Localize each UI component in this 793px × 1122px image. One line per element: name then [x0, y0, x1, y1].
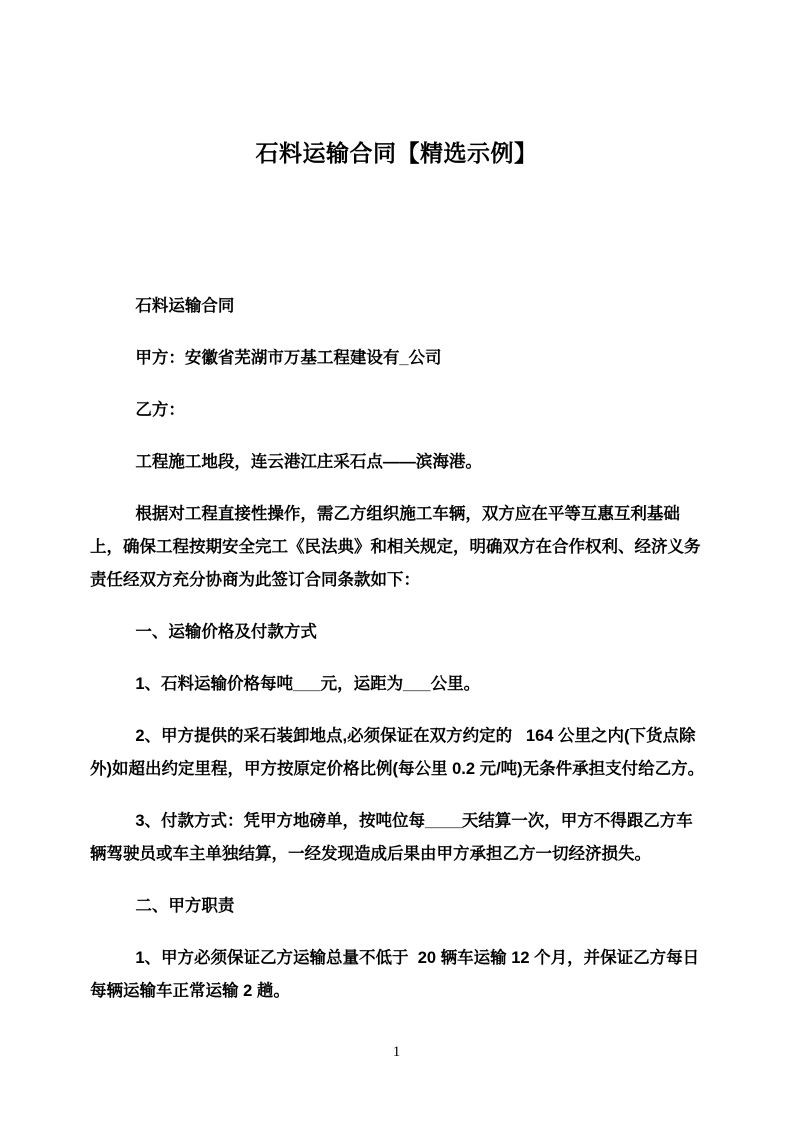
clause-1-1: 1、石料运输价格每吨___元，运距为___公里。: [135, 675, 481, 693]
clause-2-1: 1、甲方必须保证乙方运输总量不低于 20 辆车运输 12 个月，并保证乙方每日每辆运输车正常运输 2 趟。: [90, 949, 700, 1000]
paragraph-party-b: 乙方：: [135, 401, 185, 419]
paragraph-subtitle: 石料运输合同: [135, 297, 235, 315]
document-title: 石料运输合同【精选示例】: [255, 140, 538, 166]
document-body: [0, 168, 793, 1008]
clause-1-3: 3、付款方式：凭甲方地磅单，按吨位每____天结算一次，甲方不得跟乙方车辆驾驶员或车主单独结算，一经发现造成后果由甲方承担乙方一切经济损失。: [90, 812, 693, 863]
paragraph-location: 工程施工地段，连云港江庄采石点——滨海港。: [135, 453, 482, 471]
paragraph-preamble: 根据对工程直接性操作，需乙方组织施工车辆，双方应在平等互惠互利基础上，确保工程按期安全完工《民法典》和相关规定，明确双方在合作权利、经济义务责任经双方充分协商为此签订合同条款如下：: [90, 505, 701, 589]
paragraph-party-a: 甲方：安徽省芜湖市万基工程建设有_公司: [135, 349, 442, 367]
clause-1-2: 2、甲方提供的采石装卸地点,必须保证在双方约定的 164 公里之内(下货点除外)如超出约定里程，甲方按原定价格比例(每公里 0.2 元/吨)无条件承担支付给乙方。: [90, 727, 705, 778]
heading-section-2: 二、甲方职责: [135, 897, 235, 915]
heading-section-1: 一、运输价格及付款方式: [135, 623, 317, 641]
page-number: 1: [392, 1044, 401, 1060]
